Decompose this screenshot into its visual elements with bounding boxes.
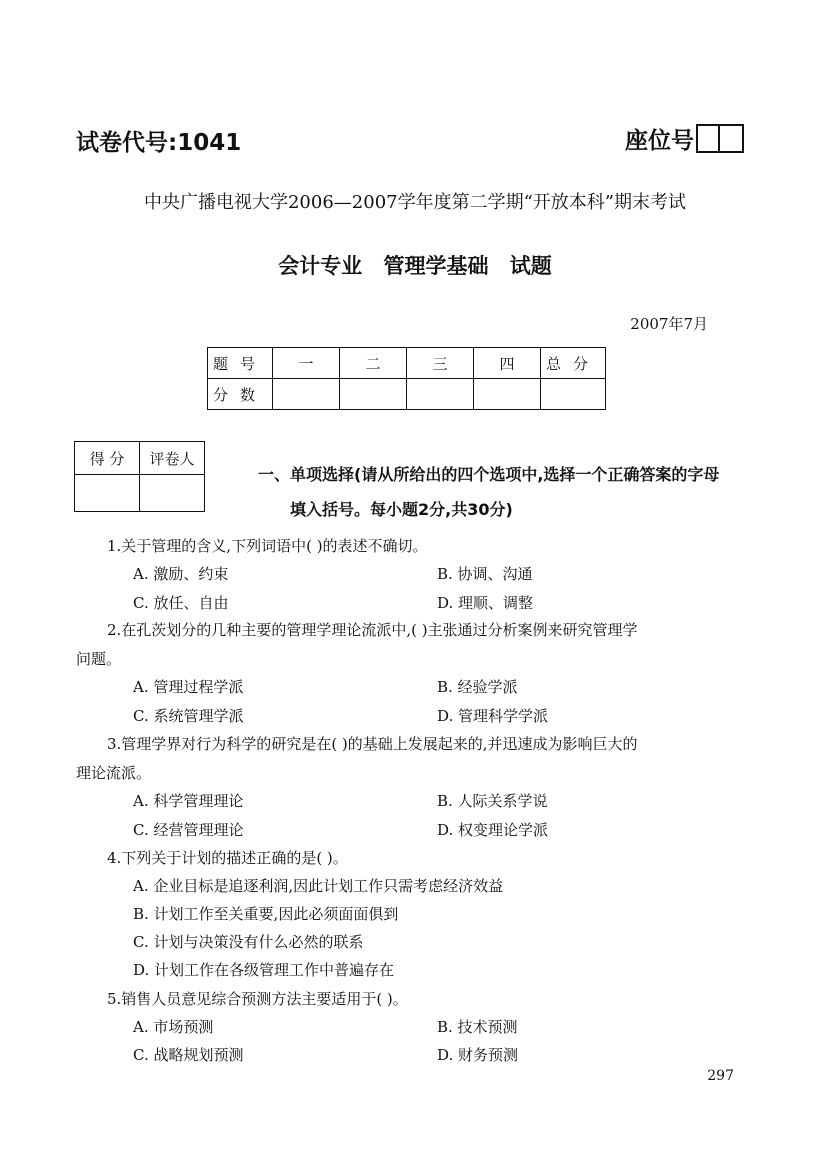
grader-table-blank-row bbox=[75, 475, 205, 512]
seat-label: 座位号 bbox=[625, 128, 694, 154]
question-4-option-c: C. 计划与决策没有什么必然的联系 bbox=[133, 933, 364, 951]
score-table-cell: 分数 bbox=[208, 379, 273, 410]
question-2-stem-continued: 问题。 bbox=[76, 650, 122, 668]
grader-blank bbox=[140, 475, 205, 512]
question-5-option-c: C. 战略规划预测 bbox=[133, 1046, 244, 1064]
exam-title: 中央广播电视大学2006—2007学年度第二学期“开放本科”期末考试 bbox=[143, 192, 687, 213]
question-1-option-b: B. 协调、沟通 bbox=[437, 565, 533, 583]
question-3-stem-continued: 理论流派。 bbox=[76, 764, 152, 782]
section-heading: 一、单项选择(请从所给出的四个选项中,选择一个正确答案的字母 bbox=[258, 465, 720, 484]
score-table-blank bbox=[273, 379, 340, 410]
score-table-cell: 二 bbox=[340, 348, 407, 379]
seat-box bbox=[696, 124, 720, 153]
subject-title: 会计专业 管理学基础 试题 bbox=[278, 254, 552, 278]
score-table bbox=[207, 347, 606, 410]
question-2-option-c: C. 系统管理学派 bbox=[133, 707, 244, 725]
score-table-cell: 总分 bbox=[541, 348, 606, 379]
question-1-stem: 1.关于管理的含义,下列词语中( )的表述不确切。 bbox=[107, 537, 428, 555]
question-3-option-d: D. 权变理论学派 bbox=[437, 821, 549, 839]
question-4-option-d: D. 计划工作在各级管理工作中普遍存在 bbox=[133, 961, 395, 979]
question-3-option-c: C. 经营管理理论 bbox=[133, 821, 244, 839]
grader-table-header-row bbox=[75, 442, 205, 475]
section-heading-continued: 填入括号。每小题2分,共30分) bbox=[290, 500, 513, 519]
score-table-header-row bbox=[208, 348, 606, 379]
question-1-option-a: A. 激励、约束 bbox=[133, 565, 229, 583]
score-table-cell: 一 bbox=[273, 348, 340, 379]
question-2-option-a: A. 管理过程学派 bbox=[133, 678, 244, 696]
score-table-score-row bbox=[208, 379, 606, 410]
exam-date: 2007年7月 bbox=[630, 315, 708, 333]
question-3-option-b: B. 人际关系学说 bbox=[437, 792, 548, 810]
question-4-option-b: B. 计划工作至关重要,因此必须面面俱到 bbox=[133, 905, 399, 923]
grader-score-label: 得 分 bbox=[75, 442, 140, 475]
score-table-cell: 三 bbox=[407, 348, 474, 379]
grader-blank bbox=[75, 475, 140, 512]
seat-box bbox=[720, 124, 744, 153]
grader-name-label: 评卷人 bbox=[140, 442, 205, 475]
seat-number-area bbox=[625, 122, 744, 155]
question-1-option-d: D. 理顺、调整 bbox=[437, 594, 534, 612]
score-table-cell: 题号 bbox=[208, 348, 273, 379]
question-4-stem: 4.下列关于计划的描述正确的是( )。 bbox=[107, 849, 348, 867]
seat-boxes bbox=[696, 124, 744, 153]
question-2-stem: 2.在孔茨划分的几种主要的管理学理论流派中,( )主张通过分析案例来研究管理学 bbox=[107, 621, 638, 639]
grader-table bbox=[74, 441, 205, 512]
paper-code: 试卷代号:1041 bbox=[76, 130, 242, 156]
score-table-blank bbox=[407, 379, 474, 410]
page-number: 297 bbox=[707, 1068, 734, 1084]
question-3-stem: 3.管理学界对行为科学的研究是在( )的基础上发展起来的,并迅速成为影响巨大的 bbox=[107, 735, 638, 753]
question-5-option-d: D. 财务预测 bbox=[437, 1046, 519, 1064]
question-2-option-d: D. 管理科学学派 bbox=[437, 707, 549, 725]
question-5-option-b: B. 技术预测 bbox=[437, 1018, 518, 1036]
question-5-stem: 5.销售人员意见综合预测方法主要适用于( )。 bbox=[107, 990, 408, 1008]
question-4-option-a: A. 企业目标是追逐利润,因此计划工作只需考虑经济效益 bbox=[133, 877, 504, 895]
score-table-blank bbox=[541, 379, 606, 410]
question-1-option-c: C. 放任、自由 bbox=[133, 594, 229, 612]
score-table-cell: 四 bbox=[474, 348, 541, 379]
score-table-blank bbox=[474, 379, 541, 410]
question-5-option-a: A. 市场预测 bbox=[133, 1018, 214, 1036]
score-table-blank bbox=[340, 379, 407, 410]
question-3-option-a: A. 科学管理理论 bbox=[133, 792, 244, 810]
question-2-option-b: B. 经验学派 bbox=[437, 678, 518, 696]
